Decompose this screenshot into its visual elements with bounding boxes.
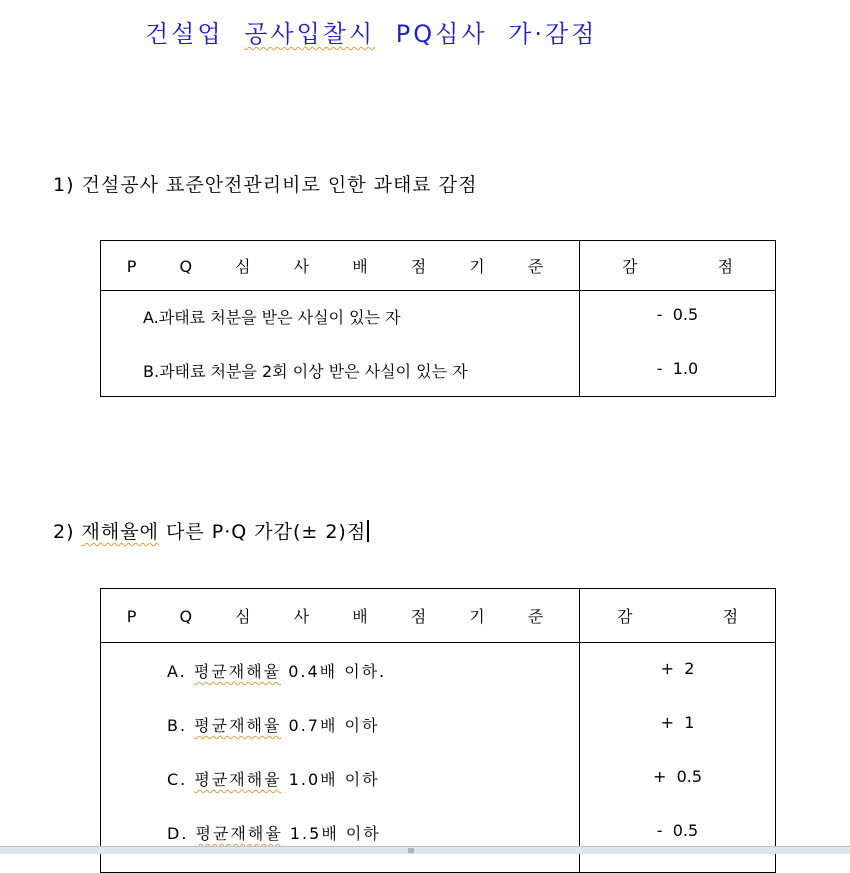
table-body-row [101,643,776,873]
section2-heading-word: 재해율에 [81,521,159,543]
points-header-a: 감 [616,607,633,626]
item-label: C. [167,770,188,789]
title-word-2: 공사입찰시 [244,20,376,48]
item-label: D. [167,824,189,843]
list-item: A.과태료 처분을 받은 사실이 있는 자 [143,308,401,327]
item-text: 1.0배 이하 [281,770,380,789]
section2-table [100,588,776,873]
table-header-row [101,589,776,643]
points-value: - 0.5 [656,821,699,840]
text-cursor [367,520,369,542]
item-label: B. [167,716,188,735]
item-text: 0.7배 이하 [281,716,380,735]
criteria-cell [101,643,580,873]
list-item: B.과태료 처분을 2회 이상 받은 사실이 있는 자 [143,362,468,381]
item-word: 평균재해율 [195,824,283,843]
item-word: 평균재해율 [194,716,282,735]
points-value: - 1.0 [656,359,699,378]
title-word-3: PQ심사 [395,20,488,48]
section2-heading-rest: 다른 P·Q 가감(± 2)점 [158,521,367,543]
item-text: 0.4배 이하. [281,662,387,681]
criteria-cell [101,291,580,397]
table-header-row [101,241,776,291]
points-value: + 1 [660,713,695,732]
points-header-a: 감 [621,257,638,276]
scrollbar-thumb[interactable] [408,848,414,853]
table-body-row [101,291,776,397]
points-value: + 0.5 [652,767,703,786]
points-value: + 2 [660,659,695,678]
points-header [580,241,776,291]
points-cell [580,291,776,397]
list-item [167,821,579,844]
points-header [580,589,776,643]
section2-heading [53,517,369,544]
item-label: A. [167,662,187,681]
item-text: 1.5배 이하 [282,824,381,843]
title-word-4: 가·감점 [508,20,598,48]
document-title [145,14,597,49]
criteria-header: P Q 심 사 배 점 기 준 [101,241,580,291]
criteria-header: P Q 심 사 배 점 기 준 [101,589,580,643]
section1-heading: 1) 건설공사 표준안전관리비로 인한 과태료 감점 [53,174,478,196]
item-word: 평균재해율 [194,770,282,789]
title-word-1: 건설업 [145,20,224,48]
points-value: - 0.5 [656,305,699,324]
list-item [167,767,579,821]
points-header-b: 점 [717,257,734,276]
list-item [167,713,579,767]
section2-heading-prefix: 2) [53,521,82,543]
points-cell [580,643,776,873]
list-item [167,659,579,713]
points-header-b: 점 [722,607,739,626]
section1-table [100,240,776,397]
item-word: 평균재해율 [193,662,282,681]
